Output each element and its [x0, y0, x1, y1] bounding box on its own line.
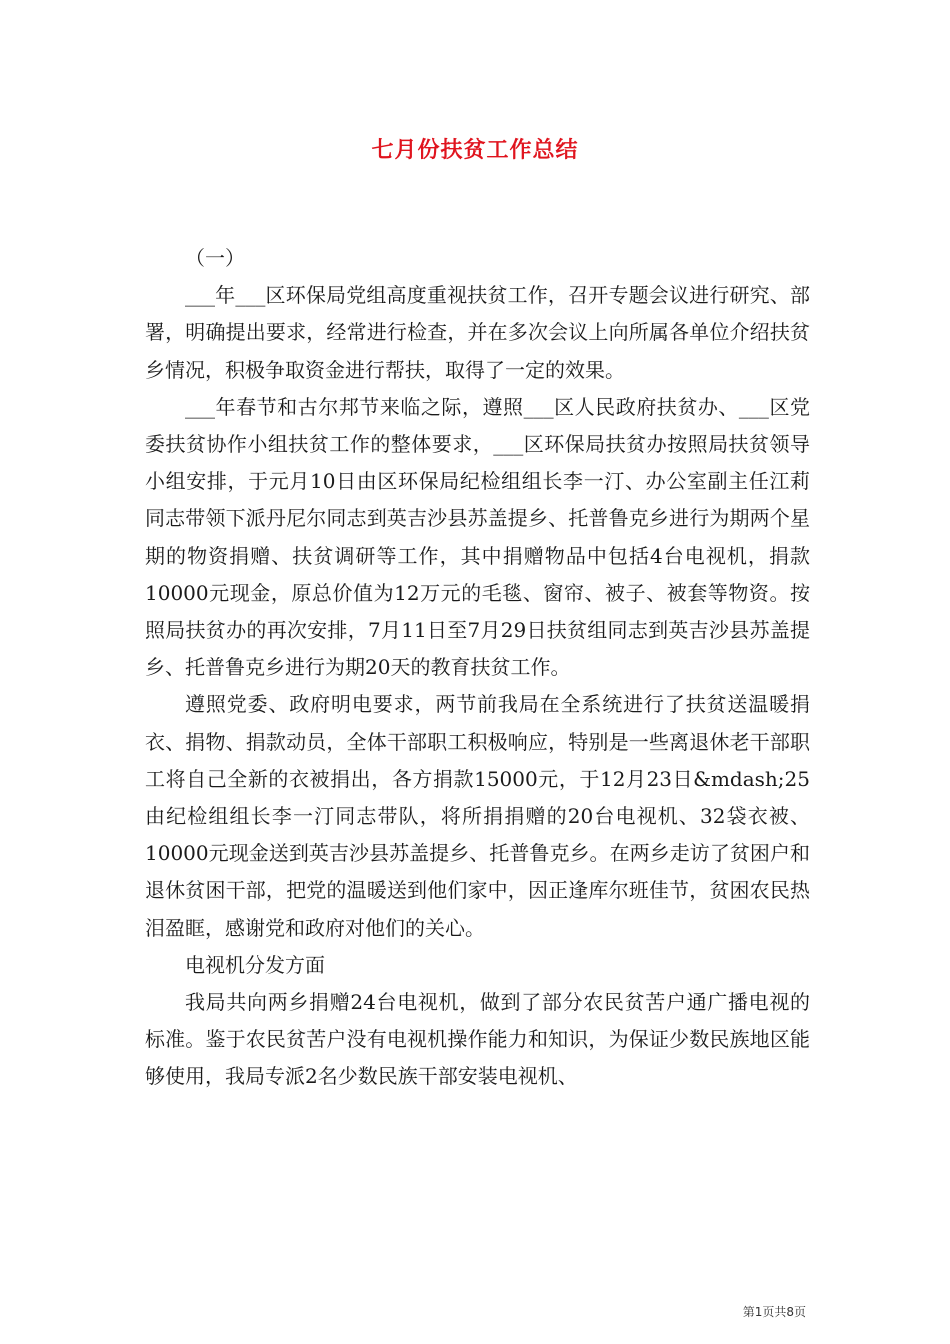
document-title: 七月份扶贫工作总结 [371, 138, 579, 163]
paragraph: 我局共向两乡捐赠24台电视机，做到了部分农民贫苦户通广播电视的标准。鉴于农民贫苦户没有电视机操作能力和知识，为保证少数民族地区能够使用，我局专派2名少数民族干部安装电视机、 [145, 990, 810, 1089]
paragraph: ___年___区环保局党组高度重视扶贫工作，召开专题会议进行研究、部署，明确提出要求，经常进行检查，并在多次会议上向所属各单位介绍扶贫乡情况，积极争取资金进行帮扶，取得了一定的效果。 [145, 283, 810, 382]
page-number: 第1页共8页 [742, 1305, 806, 1319]
section-heading: （一） [185, 246, 245, 270]
paragraph: 遵照党委、政府明电要求，两节前我局在全系统进行了扶贫送温暖捐衣、捐物、捐款动员，全体干部职工积极响应，特别是一些离退休老干部职工将自己全新的衣被捐出，各方捐款15000元，于12月23日&mdash;25由纪检组组长李一汀同志带队，将所捐捐赠的20台电视机、32袋衣被、10000元现金送到英吉沙县苏盖提乡、托普鲁克乡。在两乡走访了贫困户和退休贫困干部，把党的温暖送到他们家中，因正逢库尔班佳节，贫困农民热泪盈眶，感谢党和政府对他们的关心。 [145, 692, 810, 940]
subheading: 电视机分发方面 [185, 952, 325, 977]
document-body [145, 240, 810, 1096]
paragraph: ___年春节和古尔邦节来临之际，遵照___区人民政府扶贫办、___区党委扶贫协作小组扶贫工作的整体要求，___区环保局扶贫办按照局扶贫领导小组安排，于元月10日由区环保局纪检组组长李一汀、办公室副主任江莉同志带领下派丹尼尔同志到英吉沙县苏盖提乡、托普鲁克乡进行为期两个星期的物资捐赠、扶贫调研等工作，其中捐赠物品中包括4台电视机，捐款10000元现金，原总价值为12万元的毛毯、窗帘、被子、被套等物资。按照局扶贫办的再次安排，7月11日至7月29日扶贫组同志到英吉沙县苏盖提乡、托普鲁克乡进行为期20天的教育扶贫工作。 [145, 394, 810, 680]
